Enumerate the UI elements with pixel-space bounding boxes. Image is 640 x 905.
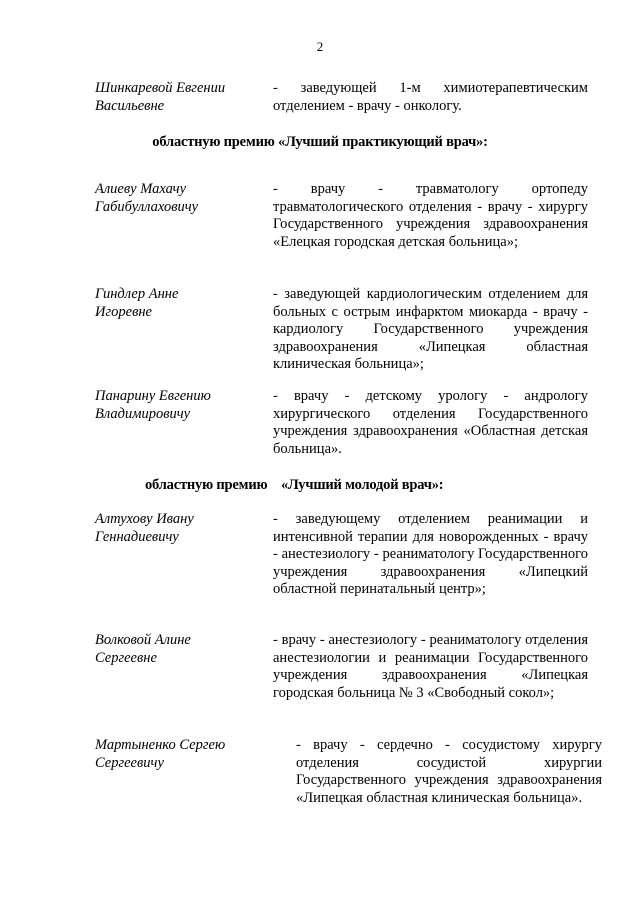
awardee-description-aliev: - врачу - травматологу ортопеду травматологического отделения - врачу - хирургу Государственного учреждения здравоохранения «Елецкая городская детская больница»; <box>273 181 588 250</box>
awardee-name-gindler: Гиндлер Анне Игоревне <box>95 286 179 320</box>
awardee-description-panarin: - врачу - детскому урологу - андрологу хирургического отделения Государственного учреждения здравоохранения «Областная детская больница». <box>273 388 588 457</box>
awardee-name-shinkareva: Шинкаревой Евгении Васильевне <box>95 80 226 114</box>
awardee-description-altukhov: - заведующему отделением реанимации и интенсивной терапии для новорожденных - врачу - анестезиологу - реаниматологу Государственного учреждения здравоохранения «Липецкий областной перинатальный центр»; <box>273 511 588 597</box>
page-number: 2 <box>316 39 324 54</box>
awardee-name-martynenko: Мартыненко Сергею Сергеевичу <box>95 737 226 771</box>
section-heading-best-practicing: областную премию «Лучший практикующий врач»: <box>152 134 488 150</box>
awardee-description-martynenko: - врачу - сердечно - сосудистому хирургу отделения сосудистой хирургии Государственного учреждения здравоохранения «Липецкая областная клиническая больница». <box>296 737 602 806</box>
awardee-name-panarin: Панарину Евгению Владимировичу <box>95 388 211 422</box>
section-heading-best-young-right: «Лучший молодой врач»: <box>281 477 444 493</box>
awardee-name-volkova: Волковой Алине Сергеевне <box>95 632 191 666</box>
section-heading-best-young-left: областную премию <box>145 477 268 493</box>
awardee-name-aliev: Алиеву Махачу Габибуллаховичу <box>95 181 199 215</box>
awardee-description-gindler: - заведующей кардиологическим отделением для больных с острым инфарктом миокарда - врачу - кардиологу Государственного учреждения здравоохранения «Липецкая областная клиническая больница»; <box>273 286 588 372</box>
awardee-description-shinkareva: - заведующей 1-м химиотерапевтическим отделением - врачу - онкологу. <box>273 80 588 114</box>
awardee-name-altukhov: Алтухову Ивану Геннадиевичу <box>95 511 194 545</box>
awardee-description-volkova: - врачу - анестезиологу - реаниматологу отделения анестезиологии и реанимации Государственного учреждения здравоохранения «Липецкая городская больница № 3 «Свободный сокол»; <box>273 632 588 701</box>
